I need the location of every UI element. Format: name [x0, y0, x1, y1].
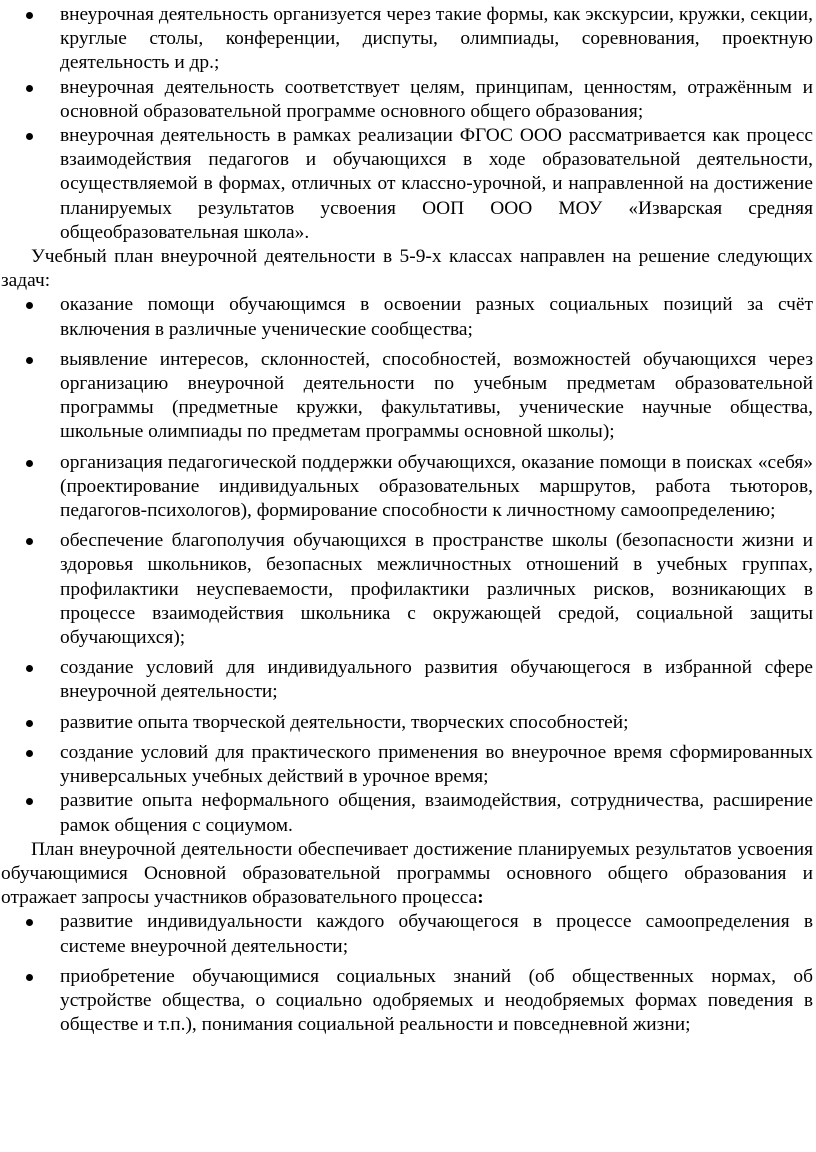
- bullet-icon: [26, 798, 33, 805]
- list-item: внеурочная деятельность соответствует целям, принципам, ценностям, отражённым и основной образовательной программе основного общего образования;: [1, 76, 813, 124]
- bullet-icon: [26, 133, 33, 140]
- bullet-icon: [26, 919, 33, 926]
- list-item: внеурочная деятельность в рамках реализации ФГОС ООО рассматривается как процесс взаимодействия педагогов и обучающихся в ходе образовательной деятельности, осуществляемой в формах, отличных от классно-урочной, и направленной на достижение планируемых результатов усвоения ООП ООО МОУ «Изварская средняя общеобразовательная школа».: [1, 124, 813, 245]
- bullet-icon: [26, 538, 33, 545]
- list-item: развитие опыта неформального общения, взаимодействия, сотрудничества, расширение рамок общения с социумом.: [1, 789, 813, 837]
- list-item: развитие индивидуальности каждого обучающегося в процессе самоопределения в системе внеурочной деятельности;: [1, 910, 813, 958]
- bullet-icon: [26, 974, 33, 981]
- paragraph-results-intro: План внеурочной деятельности обеспечивает достижение планируемых результатов усвоения обучающимися Основной образовательной программы основного общего образования и отражает запросы участников образовательного процесса:: [1, 838, 813, 909]
- list-item: приобретение обучающимися социальных знаний (об общественных нормах, об устройстве общества, о социально одобряемых и неодобряемых формах поведения в обществе и т.п.), понимания социальной реальности и повседневной жизни;: [1, 965, 813, 1038]
- bullet-icon: [26, 12, 33, 19]
- bullet-list-top: [1, 3, 813, 245]
- list-item: развитие опыта творческой деятельности, творческих способностей;: [1, 711, 813, 735]
- bullet-list-results: [1, 910, 813, 1037]
- list-item: внеурочная деятельность организуется через такие формы, как экскурсии, кружки, секции, круглые столы, конференции, диспуты, олимпиады, соревнования, проектную деятельность и др.;: [1, 3, 813, 76]
- bullet-list-tasks: [1, 293, 813, 837]
- bullet-icon: [26, 302, 33, 309]
- list-item: обеспечение благополучия обучающихся в пространстве школы (безопасности жизни и здоровья школьников, безопасных межличностных отношений в учебных группах, профилактики неуспеваемости, профилактики различных рисков, возникающих в процессе взаимодействия школьника с окружающей средой, социальной защиты обучающихся);: [1, 529, 813, 650]
- bold-colon: :: [477, 887, 484, 909]
- bullet-icon: [26, 460, 33, 467]
- list-item: создание условий для индивидуального развития обучающегося в избранной сфере внеурочной деятельности;: [1, 656, 813, 704]
- bullet-icon: [26, 750, 33, 757]
- list-item: оказание помощи обучающимся в освоении разных социальных позиций за счёт включения в различные ученические сообщества;: [1, 293, 813, 341]
- list-item: организация педагогической поддержки обучающихся, оказание помощи в поисках «себя» (проектирование индивидуальных образовательных маршрутов, работа тьюторов, педагогов-психологов), формирование способности к личностному самоопределению;: [1, 451, 813, 524]
- list-item: создание условий для практического применения во внеурочное время сформированных универсальных учебных действий в урочное время;: [1, 741, 813, 789]
- list-item: выявление интересов, склонностей, способностей, возможностей обучающихся через организацию внеурочной деятельности по учебным предметам образовательной программы (предметные кружки, факультативы, ученические научные общества, школьные олимпиады по предметам программы основной школы);: [1, 348, 813, 445]
- bullet-icon: [26, 85, 33, 92]
- paragraph-tasks-intro: Учебный план внеурочной деятельности в 5-9-х классах направлен на решение следующих задач:: [1, 246, 813, 292]
- bullet-icon: [26, 357, 33, 364]
- bullet-icon: [26, 665, 33, 672]
- bullet-icon: [26, 720, 33, 727]
